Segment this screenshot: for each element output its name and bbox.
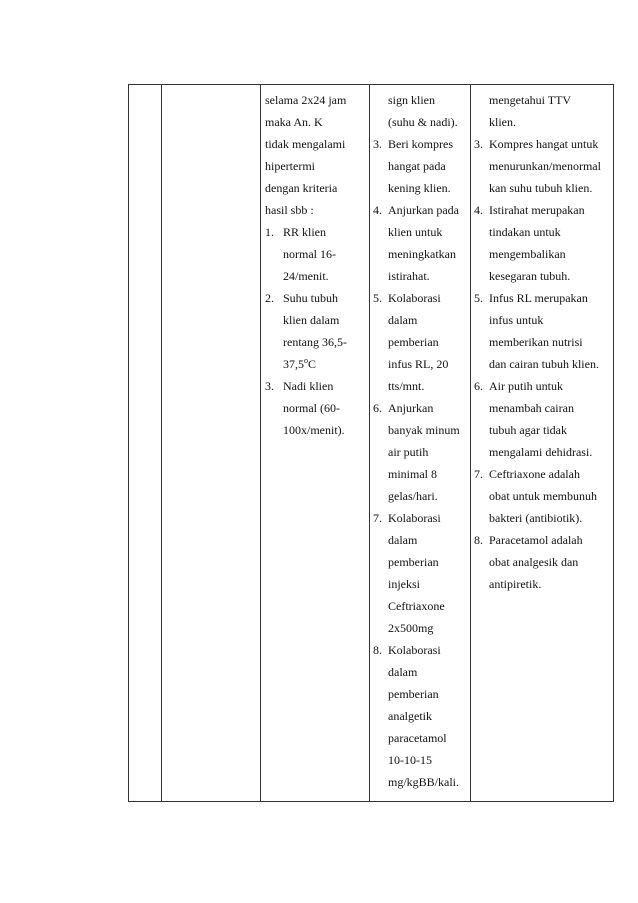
rationale-item-line: tindakan untuk [489,225,561,239]
intervention-item-line: Kolaborasi [388,291,441,305]
rationale-item-line: mengembalikan [489,247,566,261]
rationale-item-line: Kompres hangat untuk [489,137,599,151]
rationale-item-number: 4. [474,203,483,217]
rationale-item-number: 3. [474,137,483,151]
criteria-text-line: hipertermi [265,159,315,173]
intervention-item-line: sign klien [388,93,435,107]
intervention-item-line: paracetamol [388,731,447,745]
rationale-item-number: 5. [474,291,483,305]
criteria-item-line: 100x/menit). [283,423,345,437]
criteria-item-number: 2. [265,291,274,305]
rationale-item-number: 6. [474,379,483,393]
intervention-item-line: (suhu & nadi). [388,115,458,129]
criteria-text-line: tidak mengalami [265,137,346,151]
intervention-item-line: injeksi [388,577,420,591]
intervention-item-line: infus RL, 20 [388,357,449,371]
intervention-item-line: pemberian [388,687,439,701]
rationale-item-line: menurunkan/menormal [489,159,601,173]
rationale-item-line: klien. [489,115,516,129]
rationale-item-line: Air putih untuk [489,379,563,393]
criteria-item-line: klien dalam [283,313,340,327]
criteria-item-number: 1. [265,225,274,239]
number-column-cell [129,85,162,802]
intervention-item-line: Anjurkan [388,401,434,415]
rationale-item-line: obat untuk membunuh [489,489,597,503]
criteria-item-line: 24/menit. [283,269,329,283]
intervention-item-number: 8. [373,643,382,657]
rationale-item-line: menambah cairan [489,401,574,415]
criteria-text-line: selama 2x24 jam [265,93,347,107]
intervention-item-line: Kolaborasi [388,511,441,525]
intervention-item-line: analgetik [388,709,432,723]
care-plan-table [128,84,614,802]
intervention-item-line: hangat pada [388,159,446,173]
rationale-item-line: antipiretik. [489,577,542,591]
rationale-column-cell [471,85,614,802]
rationale-item-line: obat analgesik dan [489,555,579,569]
intervention-item-number: 6. [373,401,382,415]
criteria-item-line: Suhu tubuh [283,291,339,305]
intervention-item-line: banyak minum [388,423,460,437]
intervention-item-line: air putih [388,445,429,459]
criteria-item-line: normal (60- [283,401,340,415]
diagnosis-column-cell [162,85,261,802]
intervention-item-line: dalam [388,533,418,547]
rationale-item-number: 8. [474,533,483,547]
rationale-item-line: kan suhu tubuh klien. [489,181,593,195]
intervention-item-line: Ceftriaxone [388,599,445,613]
intervention-item-line: pemberian [388,335,439,349]
intervention-item-number: 7. [373,511,382,525]
intervention-item-line: Kolaborasi [388,643,441,657]
rationale-item-line: dan cairan tubuh klien. [489,357,599,371]
rationale-item-line: Ceftriaxone adalah [489,467,580,481]
intervention-item-line: dalam [388,665,418,679]
intervention-item-line: Beri kompres [388,137,453,151]
intervention-item-line: kening klien. [388,181,451,195]
intervention-item-line: 10-10-15 [388,753,432,767]
intervention-item-line: dalam [388,313,418,327]
intervention-item-line: 2x500mg [388,621,434,635]
rationale-item-number: 7. [474,467,483,481]
intervention-item-line: pemberian [388,555,439,569]
rationale-item-line: Istirahat merupakan [489,203,585,217]
intervention-item-number: 3. [373,137,382,151]
rationale-item-line: bakteri (antibiotik). [489,511,583,525]
rationale-item-line: tubuh agar tidak [489,423,567,437]
intervention-item-line: meningkatkan [388,247,456,261]
criteria-item-number: 3. [265,379,274,393]
intervention-item-number: 4. [373,203,382,217]
intervention-column-cell [370,85,471,802]
rationale-item-line: memberikan nutrisi [489,335,583,349]
criteria-item-line: rentang 36,5- [283,335,347,349]
degree-symbol: o [304,356,308,365]
criteria-column-cell [261,85,370,802]
rationale-item-line: Paracetamol adalah [489,533,583,547]
criteria-text-line: maka An. K [265,115,323,129]
criteria-item-line: RR klien [283,225,327,239]
rationale-item-line: mengalami dehidrasi. [489,445,593,459]
intervention-item-line: gelas/hari. [388,489,438,503]
intervention-item-line: minimal 8 [388,467,437,481]
temperature-value: 37,5 [283,357,304,371]
criteria-item-line: Nadi klien [283,379,334,393]
rationale-item-line: mengetahui TTV [489,93,572,107]
criteria-text-line: dengan kriteria [265,181,338,195]
table-row [129,85,614,802]
rationale-item-line: Infus RL merupakan [489,291,588,305]
criteria-text-line: hasil sbb : [265,203,314,217]
temperature-range-line [283,357,316,371]
rationale-item-line: kesegaran tubuh. [489,269,571,283]
intervention-item-line: istirahat. [388,269,430,283]
temperature-unit: C [308,357,317,371]
intervention-item-line: klien untuk [388,225,443,239]
criteria-item-line: normal 16- [283,247,336,261]
intervention-item-number: 5. [373,291,382,305]
rationale-item-line: infus untuk [489,313,544,327]
intervention-item-line: Anjurkan pada [388,203,459,217]
intervention-item-line: tts/mnt. [388,379,425,393]
intervention-item-line: mg/kgBB/kali. [388,775,460,789]
